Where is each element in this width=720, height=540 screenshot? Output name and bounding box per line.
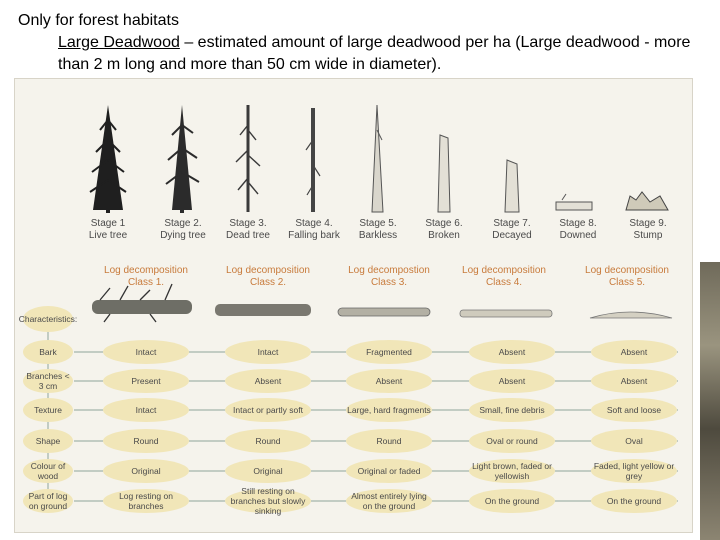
- stage-label-5: [343, 218, 413, 242]
- cell-texture-class-4: Small, fine debris: [469, 398, 555, 422]
- stage-label-9: [613, 218, 683, 242]
- log-class-1-illustration: [92, 284, 192, 322]
- row-label-branches: Branches < 3 cm: [23, 369, 73, 393]
- cell-part-class-3: Almost entirely lying on the ground: [346, 489, 432, 513]
- row-label-part-on-ground: Part of log on ground: [23, 489, 73, 513]
- tree-stage-1: [90, 105, 126, 213]
- stage-desc: Falling bark: [288, 230, 340, 241]
- cell-branches-class-4: Absent: [469, 369, 555, 393]
- log-class-5-illustration: [590, 312, 672, 318]
- stage-name: Stage 7.: [493, 218, 531, 229]
- cell-texture-class-3: Large, hard fragments: [346, 398, 432, 422]
- tree-stage-8: [556, 194, 592, 210]
- row-label-texture: Texture: [23, 398, 73, 422]
- page-title: Only for forest habitats: [18, 12, 179, 29]
- log-class-title: Log decomposition: [226, 265, 310, 276]
- cell-colour-class-5: Faded, light yellow or grey: [591, 459, 677, 483]
- stage-name: Stage 1: [90, 218, 126, 229]
- stage-desc: Broken: [428, 230, 460, 241]
- tree-stage-5: [372, 105, 383, 212]
- cell-branches-class-3: Absent: [346, 369, 432, 393]
- cell-colour-class-3: Original or faded: [346, 459, 432, 483]
- log-class-number: Class 2.: [249, 277, 287, 288]
- log-class-title: Log decompostion: [348, 265, 430, 276]
- stage-name: Stage 5.: [359, 218, 397, 229]
- log-class-2-illustration: [215, 304, 311, 316]
- cell-branches-class-2: Absent: [225, 369, 311, 393]
- cell-shape-class-5: Oval: [591, 429, 677, 453]
- cell-bark-class-3: Fragmented: [346, 340, 432, 364]
- tree-stage-2: [166, 105, 199, 213]
- stage-label-6: [409, 218, 479, 242]
- log-class-label-2: [218, 265, 318, 289]
- log-class-label-1: [96, 265, 196, 289]
- log-class-number: Class 3.: [370, 277, 408, 288]
- log-class-label-3: [339, 265, 439, 289]
- stage-name: Stage 4.: [295, 218, 333, 229]
- log-class-title: Log decomposition: [585, 265, 669, 276]
- cell-shape-class-1: Round: [103, 429, 189, 453]
- row-label-shape: Shape: [23, 429, 73, 453]
- log-class-number: Class 5.: [608, 277, 646, 288]
- deadwood-term: Large Deadwood: [58, 34, 180, 51]
- cell-part-class-2: Still resting on branches but slowly sinking: [225, 489, 311, 513]
- cell-texture-class-5: Soft and loose: [591, 398, 677, 422]
- log-class-label-5: [577, 265, 677, 289]
- tree-stage-4: [306, 108, 320, 212]
- log-class-title: Log decomposition: [462, 265, 546, 276]
- tree-stage-6: [438, 135, 450, 212]
- stage-desc: Barkless: [358, 230, 398, 241]
- log-class-number: Class 4.: [485, 277, 523, 288]
- stage-name: Stage 2.: [164, 218, 202, 229]
- log-class-4-illustration: [460, 310, 552, 317]
- row-label-bark: Bark: [23, 340, 73, 364]
- stage-desc: Decayed: [492, 230, 532, 241]
- log-class-label-4: [454, 265, 554, 289]
- cell-texture-class-2: Intact or partly soft: [225, 398, 311, 422]
- stage-label-3: [213, 218, 283, 242]
- stage-label-2: [148, 218, 218, 242]
- stage-name: Stage 9.: [629, 218, 667, 229]
- cell-part-class-5: On the ground: [591, 489, 677, 513]
- cell-bark-class-2: Intact: [225, 340, 311, 364]
- cell-colour-class-2: Original: [225, 459, 311, 483]
- deadwood-definition-text: – estimated amount of large deadwood per ha (Large deadwood - more than 2 m long and more than 50 cm wide in diameter).: [58, 34, 691, 73]
- tree-stage-7: [505, 160, 519, 212]
- cell-shape-class-3: Round: [346, 429, 432, 453]
- stage-desc: Dead tree: [226, 230, 270, 241]
- cell-part-class-1: Log resting on branches: [103, 489, 189, 513]
- log-class-number: Class 1.: [127, 277, 165, 288]
- stage-desc: Dying tree: [160, 230, 206, 241]
- stage-label-8: [543, 218, 613, 242]
- cell-bark-class-1: Intact: [103, 340, 189, 364]
- stage-desc: Downed: [559, 230, 597, 241]
- cell-part-class-4: On the ground: [469, 489, 555, 513]
- row-label-colour: Colour of wood: [23, 459, 73, 483]
- stage-name: Stage 6.: [425, 218, 463, 229]
- stage-label-1: [73, 218, 143, 242]
- cell-colour-class-4: Light brown, faded or yellowish: [469, 459, 555, 483]
- log-class-3-illustration: [338, 308, 430, 316]
- cell-shape-class-2: Round: [225, 429, 311, 453]
- row-label-characteristics: Characteristics:: [23, 306, 73, 332]
- cell-shape-class-4: Oval or round: [469, 429, 555, 453]
- tree-stage-3: [236, 105, 260, 212]
- log-class-title: Log decomposition: [104, 265, 188, 276]
- tree-stage-9: [626, 192, 668, 210]
- cell-bark-class-4: Absent: [469, 340, 555, 364]
- stage-desc: Stump: [633, 230, 663, 241]
- cell-texture-class-1: Intact: [103, 398, 189, 422]
- stage-label-7: [477, 218, 547, 242]
- stage-desc: Live tree: [88, 230, 128, 241]
- cell-branches-class-1: Present: [103, 369, 189, 393]
- cell-bark-class-5: Absent: [591, 340, 677, 364]
- cell-branches-class-5: Absent: [591, 369, 677, 393]
- stage-name: Stage 8.: [559, 218, 597, 229]
- cell-colour-class-1: Original: [103, 459, 189, 483]
- stage-name: Stage 3.: [229, 218, 267, 229]
- stage-label-4: [279, 218, 349, 242]
